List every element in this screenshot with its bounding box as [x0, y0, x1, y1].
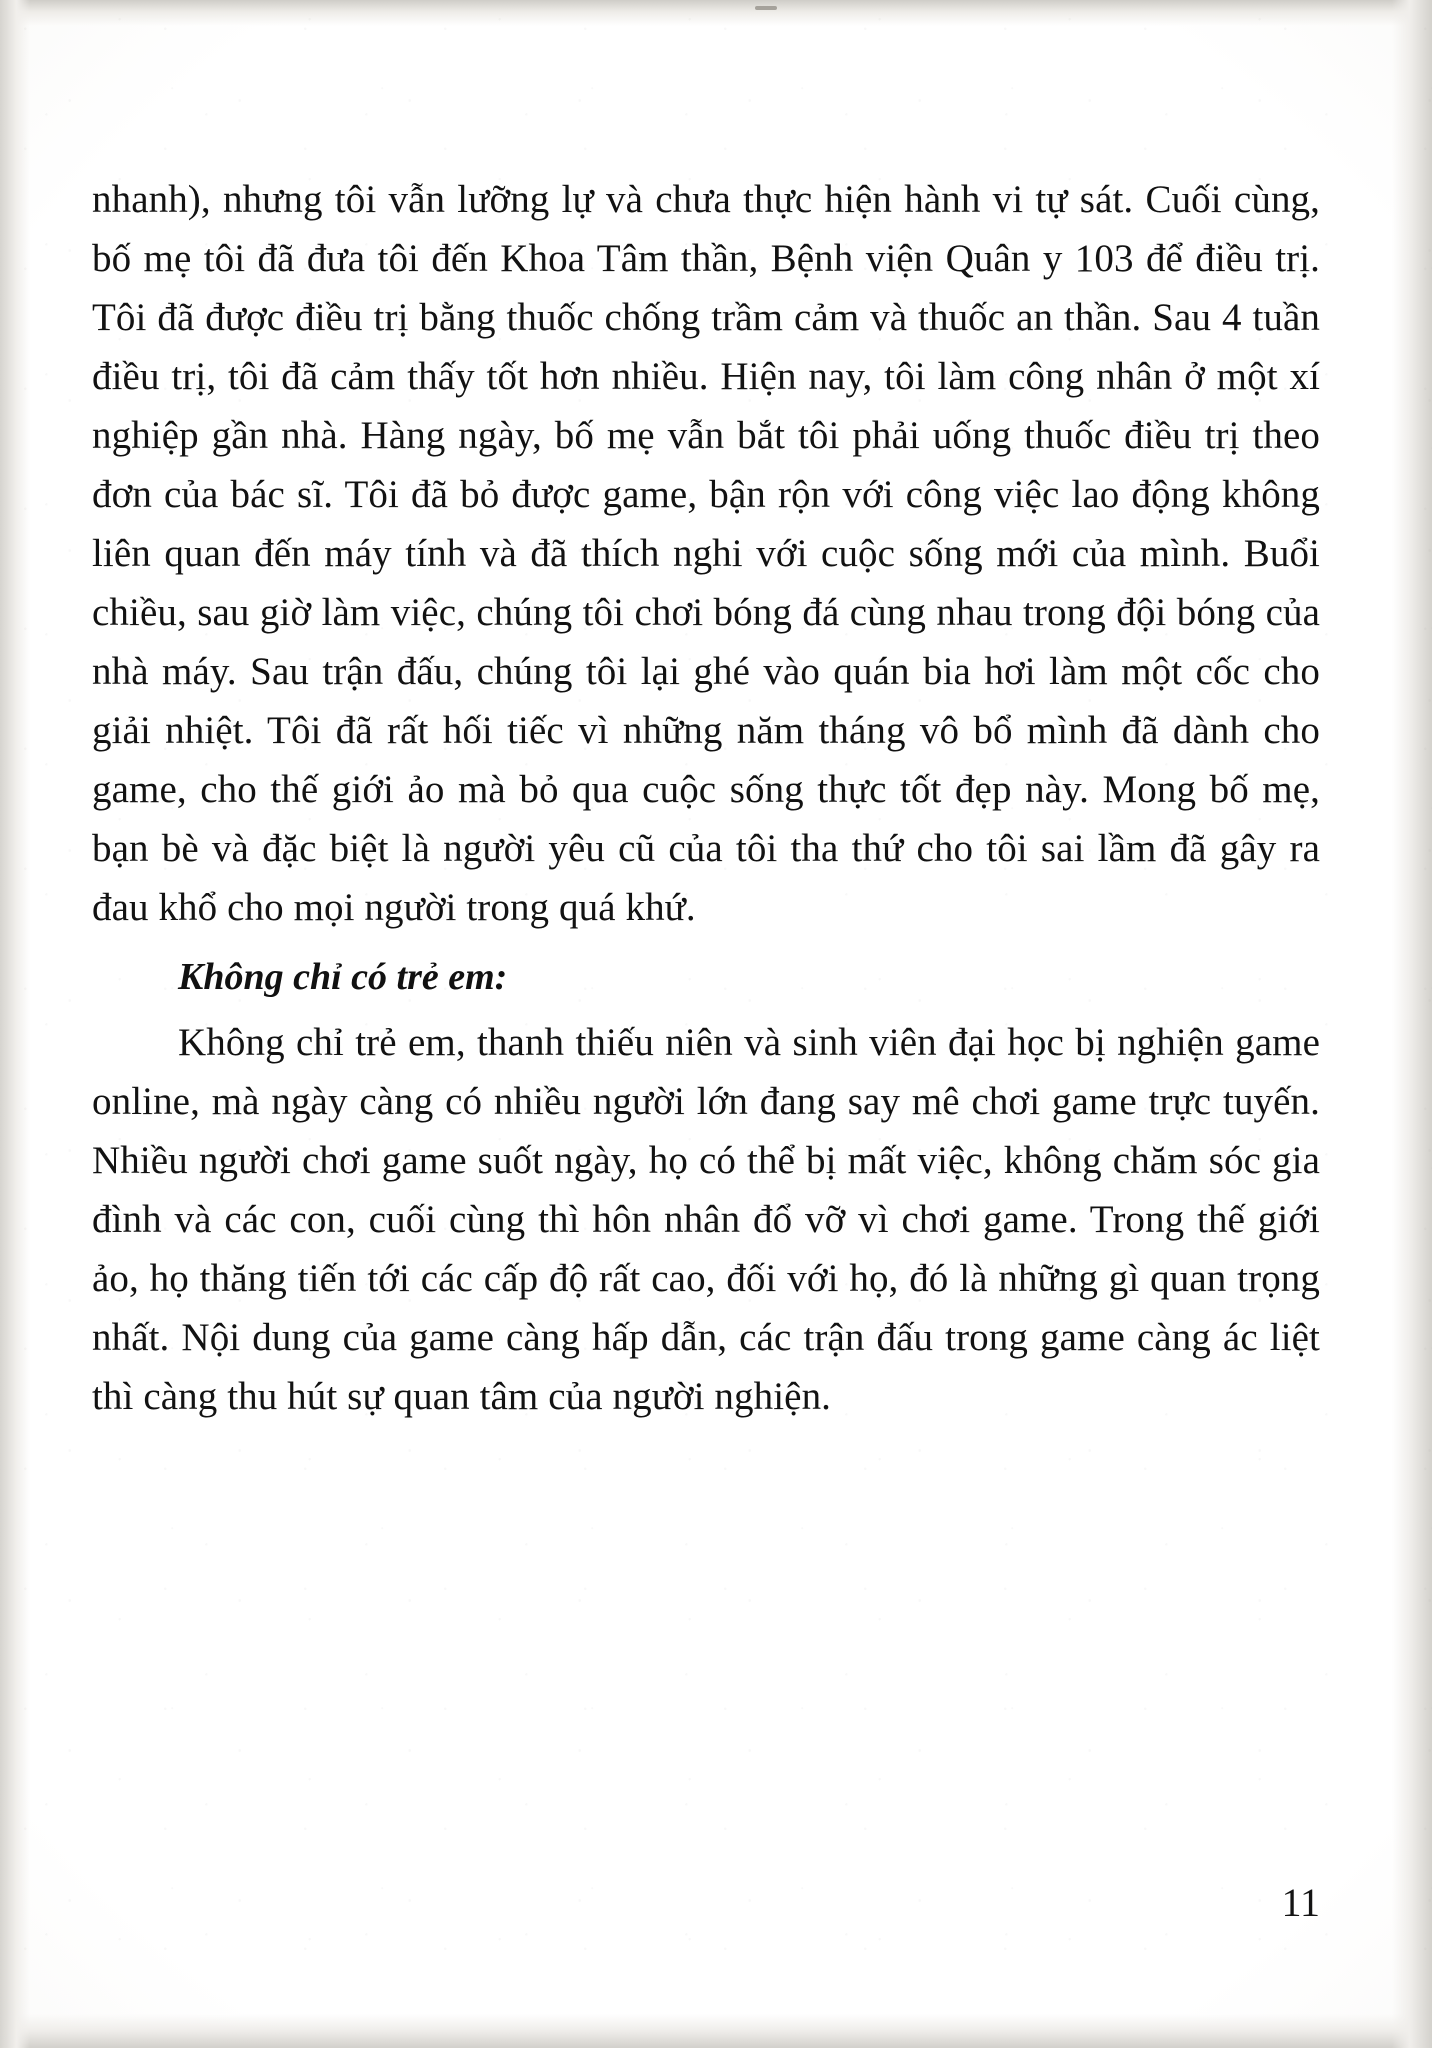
page-number: 11: [1281, 1880, 1320, 1925]
continued-paragraph: nhanh), nhưng tôi vẫn lưỡng lự và chưa thực hiện hành vi tự sát. Cuối cùng, bố mẹ tôi đã đưa tôi đến Khoa Tâm thần, Bệnh viện Quân y 103 để điều trị. Tôi đã được điều trị bằng thuốc chống trầm cảm và thuốc an thần. Sau 4 tuần điều trị, tôi đã cảm thấy tốt hơn nhiều. Hiện nay, tôi làm công nhân ở một xí nghiệp gần nhà. Hàng ngày, bố mẹ vẫn bắt tôi phải uống thuốc điều trị theo đơn của bác sĩ. Tôi đã bỏ được game, bận rộn với công việc lao động không liên quan đến máy tính và đã thích nghi với cuộc sống mới của mình. Buổi chiều, sau giờ làm việc, chúng tôi chơi bóng đá cùng nhau trong đội bóng của nhà máy. Sau trận đấu, chúng tôi lại ghé vào quán bia hơi làm một cốc cho giải nhiệt. Tôi đã rất hối tiếc vì những năm tháng vô bổ mình đã dành cho game, cho thế giới ảo mà bỏ qua cuộc sống thực tốt đẹp này. Mong bố mẹ, bạn bè và đặc biệt là người yêu cũ của tôi tha thứ cho tôi sai lầm đã gây ra đau khổ cho mọi người trong quá khứ.: [92, 178, 1320, 929]
section-heading: Không chỉ có trẻ em:: [178, 956, 508, 998]
page-text-block: [92, 170, 1320, 1426]
page-edge-shadow-bottom: [0, 2014, 1432, 2048]
page-edge-shadow-top: [0, 0, 1432, 26]
page-edge-shadow-left: [0, 0, 30, 2048]
section-paragraph: Không chỉ trẻ em, thanh thiếu niên và sinh viên đại học bị nghiện game online, mà ngày càng có nhiều người lớn đang say mê chơi game trực tuyến. Nhiều người chơi game suốt ngày, họ có thể bị mất việc, không chăm sóc gia đình và các con, cuối cùng thì hôn nhân đổ vỡ vì chơi game. Trong thế giới ảo, họ thăng tiến tới các cấp độ rất cao, đối với họ, đó là những gì quan trọng nhất. Nội dung của game càng hấp dẫn, các trận đấu trong game càng ác liệt thì càng thu hút sự quan tâm của người nghiện.: [92, 1021, 1320, 1418]
page-edge-shadow-right: [1392, 0, 1432, 2048]
scan-artifact-speck: [755, 6, 777, 10]
